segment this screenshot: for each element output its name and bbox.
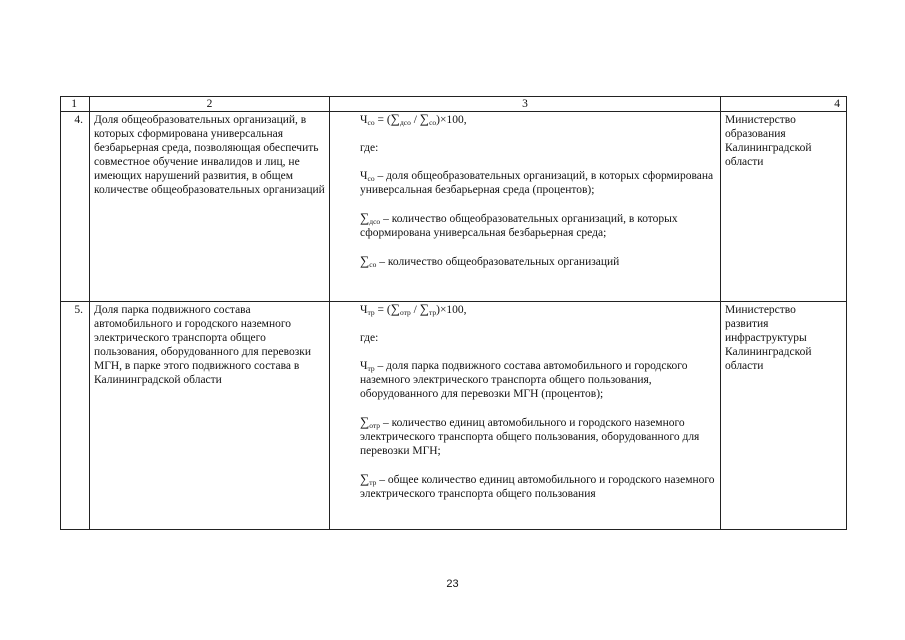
sum-icon: ∑ xyxy=(390,301,400,316)
indicator-name: Доля парка подвижного состава автомобильного и городского наземного электрического транспорта общего пользования, оборудованного для перевозки МГН, в парке этого подвижного состава в Калининградской области xyxy=(90,302,330,530)
where-label: где: xyxy=(360,142,379,154)
header-col-1: 1 xyxy=(61,97,90,112)
indicators-table xyxy=(60,96,847,530)
definition: $\sum_{со}$ – количество общеобразовательных организаций xyxy=(360,253,620,269)
indicator-name: Доля общеобразовательных организаций, в которых сформирована универсальная безбарьерная среда, позволяющая обеспечить совместное обучение инвалидов и лиц, не имеющих нарушений развития, в общем количестве общеобразовательных организаций xyxy=(90,112,330,302)
responsible-org: Министерство образования Калининградской области xyxy=(721,112,847,302)
formula: $Ч_{со} = (\sum_{дсо} / \sum_{со})\times 100$, xyxy=(360,111,467,127)
where-label: где: xyxy=(360,332,379,344)
definition: $\sum_{отр}$ – количество единиц автомобильного и городского наземного электрического транспорта общего пользования, оборудованного для перевозки МГН; xyxy=(360,414,700,457)
header-col-2: 2 xyxy=(90,97,330,112)
row-number: 4. xyxy=(61,112,90,302)
header-col-4: 4 xyxy=(721,97,847,112)
table-row xyxy=(61,302,847,530)
sum-icon: ∑ xyxy=(390,111,400,126)
formula-cell xyxy=(330,302,721,530)
definition: $Ч_{тр}$ – доля парка подвижного состава автомобильного и городского наземного электрического транспорта общего пользования, оборудованного для перевозки МГН (процентов); xyxy=(360,360,688,400)
formula: $Ч_{тр} = (\sum_{отр} / \sum_{тр})\times 100$, xyxy=(360,301,467,317)
responsible-org: Министерство развития инфраструктуры Калининградской области xyxy=(721,302,847,530)
definition: $\sum_{тр}$ – общее количество единиц автомобильного и городского наземного электрического транспорта общего пользования xyxy=(360,471,715,500)
sum-icon: ∑ xyxy=(419,301,429,316)
sum-icon: ∑ xyxy=(419,111,430,126)
row-number: 5. xyxy=(61,302,90,530)
definition: $Ч_{со}$ – доля общеобразовательных организаций, в которых сформирована универсальная безбарьерная среда (процентов); xyxy=(360,170,714,196)
page-number: 23 xyxy=(446,578,459,590)
table-row xyxy=(61,112,847,302)
definition: $\sum_{дсо}$ – количество общеобразовательных организаций, в которых сформирована универсальная безбарьерная среда; xyxy=(360,210,678,239)
header-col-3: 3 xyxy=(330,97,721,112)
formula-cell xyxy=(330,112,721,302)
table-header-row xyxy=(61,97,847,112)
